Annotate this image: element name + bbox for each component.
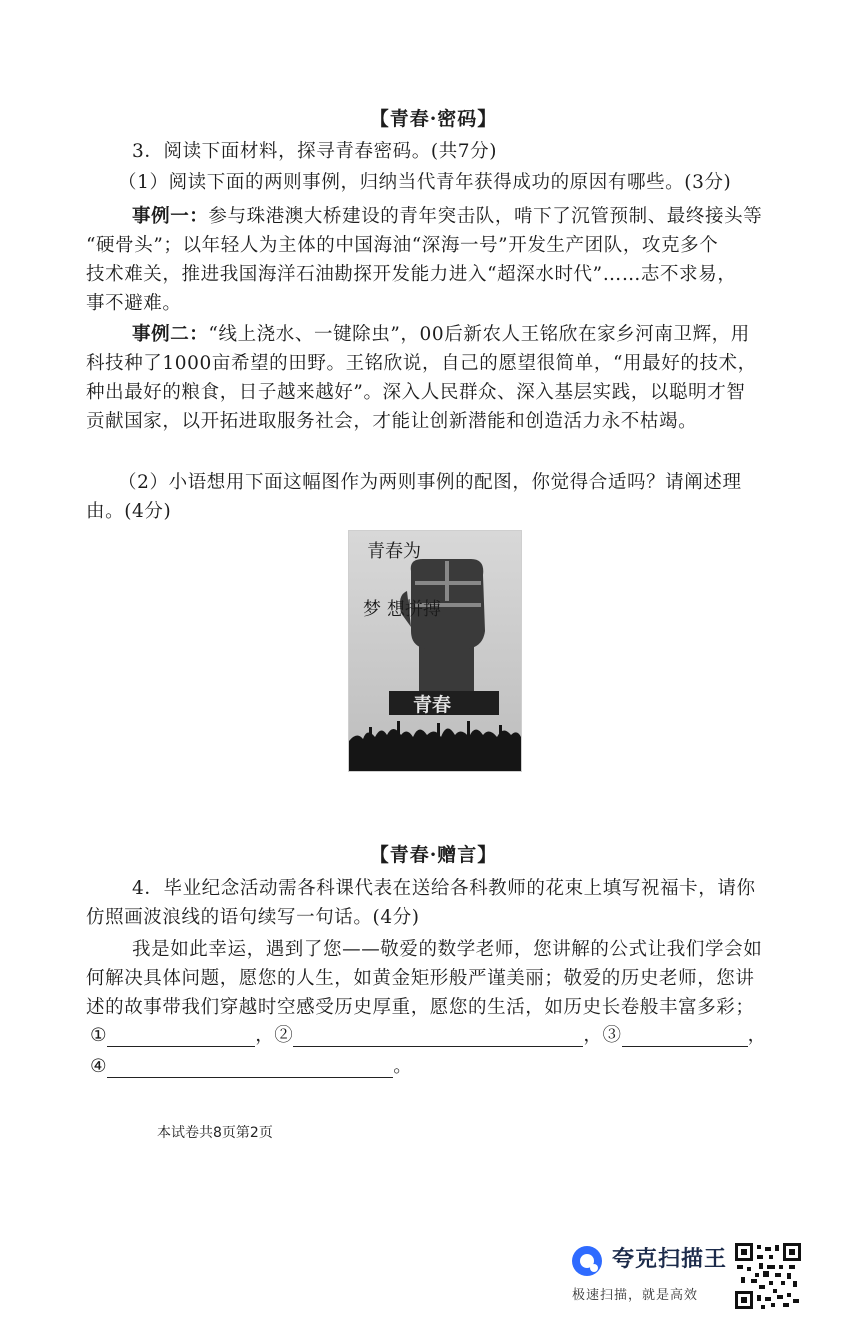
period-end: 。 [393, 1056, 413, 1077]
youth-poster-image [348, 530, 522, 772]
answer-blank-3[interactable] [622, 1026, 748, 1047]
question-4-line1: 4．毕业纪念活动需各科课代表在送给各科教师的花束上填写祝福卡，请你 [132, 878, 756, 899]
case1-line2: “硬骨头”；以年轻人为主体的中国海油“深海一号”开发生产团队，攻克多个 [86, 235, 719, 256]
case2-line4: 贡献国家，以开拓进取服务社会，才能让创新潜能和创造活力永不枯竭。 [86, 411, 698, 432]
blank-marker-1: ① [90, 1025, 108, 1046]
case2-line2: 科技种了1000亩希望的田野。王铭欣说，自己的愿望很简单，“用最好的技术， [86, 353, 757, 374]
case1-label: 事例一： [132, 206, 209, 227]
case1-text1: 参与珠港澳大桥建设的青年突击队，啃下了沉管预制、最终接头等 [208, 206, 763, 227]
blank-marker-3: ③ [602, 1025, 622, 1046]
poster-art [349, 531, 521, 771]
comma-3: ， [747, 1025, 767, 1046]
scanner-brand [570, 1238, 730, 1308]
case2-line3: 种出最好的粮食，日子越来越好”。深入人民群众、深入基层实践，以聪明才智 [86, 382, 746, 403]
answer-blank-2[interactable] [293, 1026, 583, 1047]
blank-marker-4: ④ [90, 1056, 108, 1077]
case2-text1: “线上浇水、一键除虫”，00后新农人王铭欣在家乡河南卫辉，用 [208, 324, 750, 345]
case2-label: 事例二： [132, 324, 209, 345]
case1-line4: 事不避难。 [86, 293, 182, 314]
case1-line3: 技术难关，推进我国海洋石油勘探开发能力进入“超深水时代”……志不求易， [86, 264, 737, 285]
brand-name: 夸克扫描王 [612, 1247, 728, 1272]
comma-1: ， [255, 1025, 275, 1046]
question-3-2-line1: （2）小语想用下面这幅图作为两则事例的配图，你觉得合适吗？请阐述理 [118, 472, 742, 493]
qr-code-icon [735, 1243, 801, 1309]
answer-blanks-row1 [90, 1021, 767, 1047]
page-number-note: 本试卷共8页第2页 [157, 1125, 273, 1141]
case2-line1 [132, 320, 750, 346]
section-title-secret: 【青春·密码】 [369, 108, 498, 130]
blank-marker-2: ② [274, 1025, 294, 1046]
poster-vertical-text-1: 青春为 [367, 541, 421, 562]
answer-blanks-row2 [90, 1052, 412, 1078]
question-3: 3．阅读下面材料，探寻青春密码。(共7分) [132, 141, 498, 162]
answer-blank-4[interactable] [107, 1057, 393, 1078]
answer-blank-1[interactable] [107, 1026, 255, 1047]
case1-line1 [132, 202, 762, 228]
sample-line2: 何解决具体问题，愿您的人生，如黄金矩形般严谨美丽；敬爱的历史老师，您讲 [86, 968, 755, 989]
brand-slogan: 极速扫描，就是高效 [572, 1288, 699, 1303]
question-3-1: （1）阅读下面的两则事例，归纳当代青年获得成功的原因有哪些。(3分) [118, 172, 732, 193]
poster-vertical-text-2: 梦 [363, 599, 381, 620]
quark-logo-icon [570, 1244, 604, 1278]
poster-stamp: 青春 [413, 694, 452, 716]
question-4-line2: 仿照画波浪线的语句续写一句话。(4分) [86, 907, 420, 928]
poster-vertical-text-3: 想拼搏 [387, 599, 441, 620]
comma-2: ， [583, 1025, 603, 1046]
sample-line1: 我是如此幸运，遇到了您——敬爱的数学老师，您讲解的公式让我们学会如 [132, 939, 763, 960]
question-3-2-line2: 由。(4分) [86, 501, 172, 522]
sample-line3: 述的故事带我们穿越时空感受历史厚重，愿您的生活，如历史长卷般丰富多彩； [86, 997, 755, 1018]
section-title-message: 【青春·赠言】 [369, 844, 498, 866]
